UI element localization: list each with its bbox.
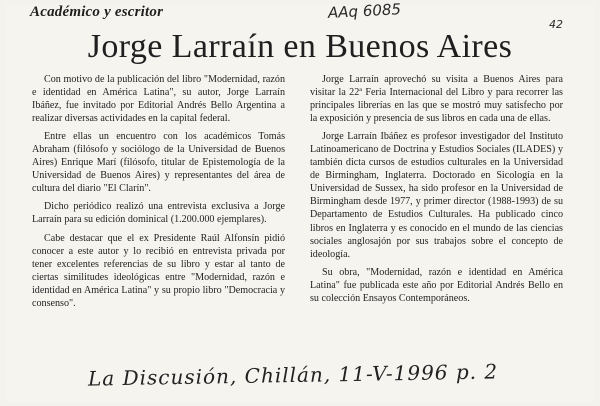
paragraph: Jorge Larraín aprovechó su visita a Buenos Aires para visitar la 22ª Feria Internacional del Libro y para recorrer las principales librerías en las que se mostró muy satisfecho por la exposición y presencia de sus libros en cada una de ellas. [310, 74, 563, 125]
archive-annotation: AAq 6085 [327, 0, 402, 22]
right-column [310, 73, 563, 310]
left-column [32, 73, 285, 315]
headline: Jorge Larraín en Buenos Aires [87, 28, 513, 65]
paragraph: Con motivo de la publicación del libro "Modernidad, razón e identidad en América Latina", su autor, Jorge Larraín Ibáñez, fue invitado por Editorial Andrés Bello Argentina a realizar diversas actividades en la capital federal. [32, 74, 285, 125]
paragraph: Cabe destacar que el ex Presidente Raúl Alfonsín pidió conocer a este autor y lo recibió en entrevista privada por tener excelentes referencias de su libro y estar al tanto de ciertas similitudes ideológicas entre "Modernidad, razón e identidad en América Latina" y su propio libro "Democracia y consenso". [32, 232, 285, 309]
paragraph: Dicho periódico realizó una entrevista exclusiva a Jorge Larraín para su edición dominical (1.200.000 ejemplares). [32, 201, 285, 226]
handwritten-source-note: La Discusión, Chillán, 11-V-1996 p. 2 [87, 359, 499, 391]
paragraph: Entre ellas un encuentro con los académicos Tomás Abraham (filósofo y sociólogo de la Universidad de Buenos Aires) Enrique Marí (filósofo, titular de Epistemología de la Universidad de Buenos Aires) y representantes del área de cultura del diario "El Clarín". [32, 131, 285, 195]
kicker: Académico y escritor [30, 4, 164, 20]
paragraph: Su obra, "Modernidad, razón e identidad en América Latina" fue publicada este año por Editorial Andrés Bello en su colección Ensayos Contemporáneos. [310, 266, 563, 304]
corner-annotation: 42 [549, 18, 563, 31]
paragraph: Jorge Larraín Ibáñez es profesor investigador del Instituto Latinoamericano de Doctrina y Estudios Sociales (ILADES) y también dicta cursos de estudios culturales en la Universidad de Birmingham, Inglaterra. Doctorado en Sicología en la Universidad de Sussex, ha sido profesor en la Universidad de Birmingham desde 1977, y primer director (1988-1993) de su Departamento de Estudios Culturales. Ha publicado cinco libros en Inglaterra y es conocido en el mundo de las ciencias sociales anglosajón por sus trabajos sobre el concepto de ideología. [310, 131, 563, 260]
